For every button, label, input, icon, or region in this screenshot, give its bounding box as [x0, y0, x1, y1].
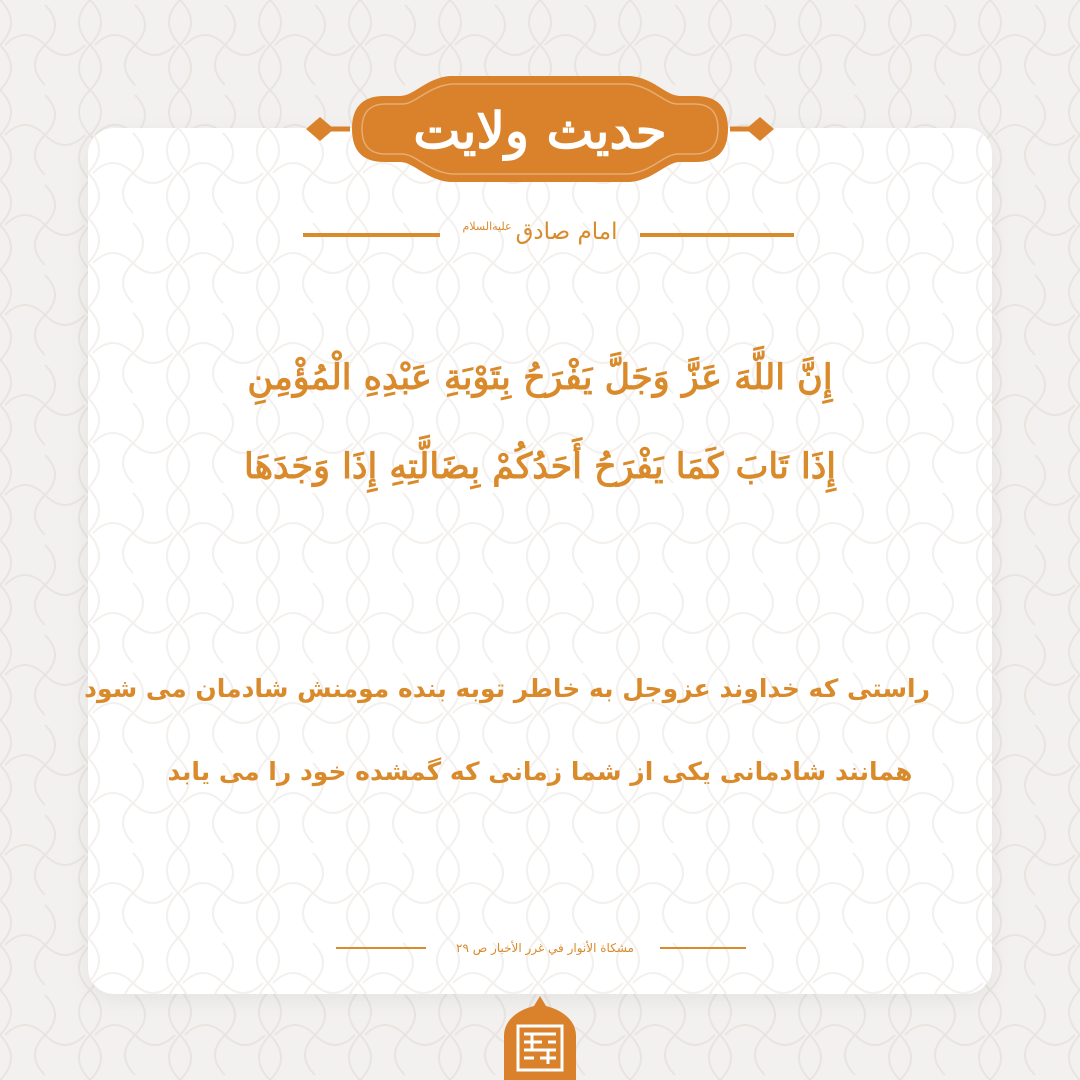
hadith-translation-line-1: راستی که خداوند عزوجل به خاطر توبه بنده مومنش شادمان می شود	[84, 674, 930, 703]
author-honorific: علیه‌السلام	[462, 219, 512, 233]
content-card	[84, 128, 992, 994]
hadith-arabic-line-1: إِنَّ اللَّهَ عَزَّ وَجَلَّ يَفْرَحُ بِتَوْبَةِ عَبْدِهِ الْمُؤْمِنِ	[247, 357, 833, 398]
source-citation: مشکاة الأنوار في غرر الأخبار ص ۲۹	[456, 941, 634, 955]
source-rule-right	[660, 947, 746, 949]
hadith-translation-line-2: همانند شادمانی یکی از شما زمانی که گمشده خود را می یابد	[167, 757, 913, 786]
hadith-arabic-line-2: إِذَا تَابَ كَمَا يَفْرَحُ أَحَدُكُمْ بِضَالَّتِهِ إِذَا وَجَدَهَا	[243, 446, 837, 487]
author-label	[445, 212, 635, 252]
author-name: امام صادق	[515, 219, 618, 245]
card-pattern	[84, 128, 992, 994]
author-rule-left	[303, 233, 440, 237]
logo-icon	[502, 996, 578, 1080]
source-rule-left	[336, 947, 426, 949]
page-title: حدیث ولایت	[413, 100, 667, 160]
author-rule-right	[640, 233, 794, 237]
